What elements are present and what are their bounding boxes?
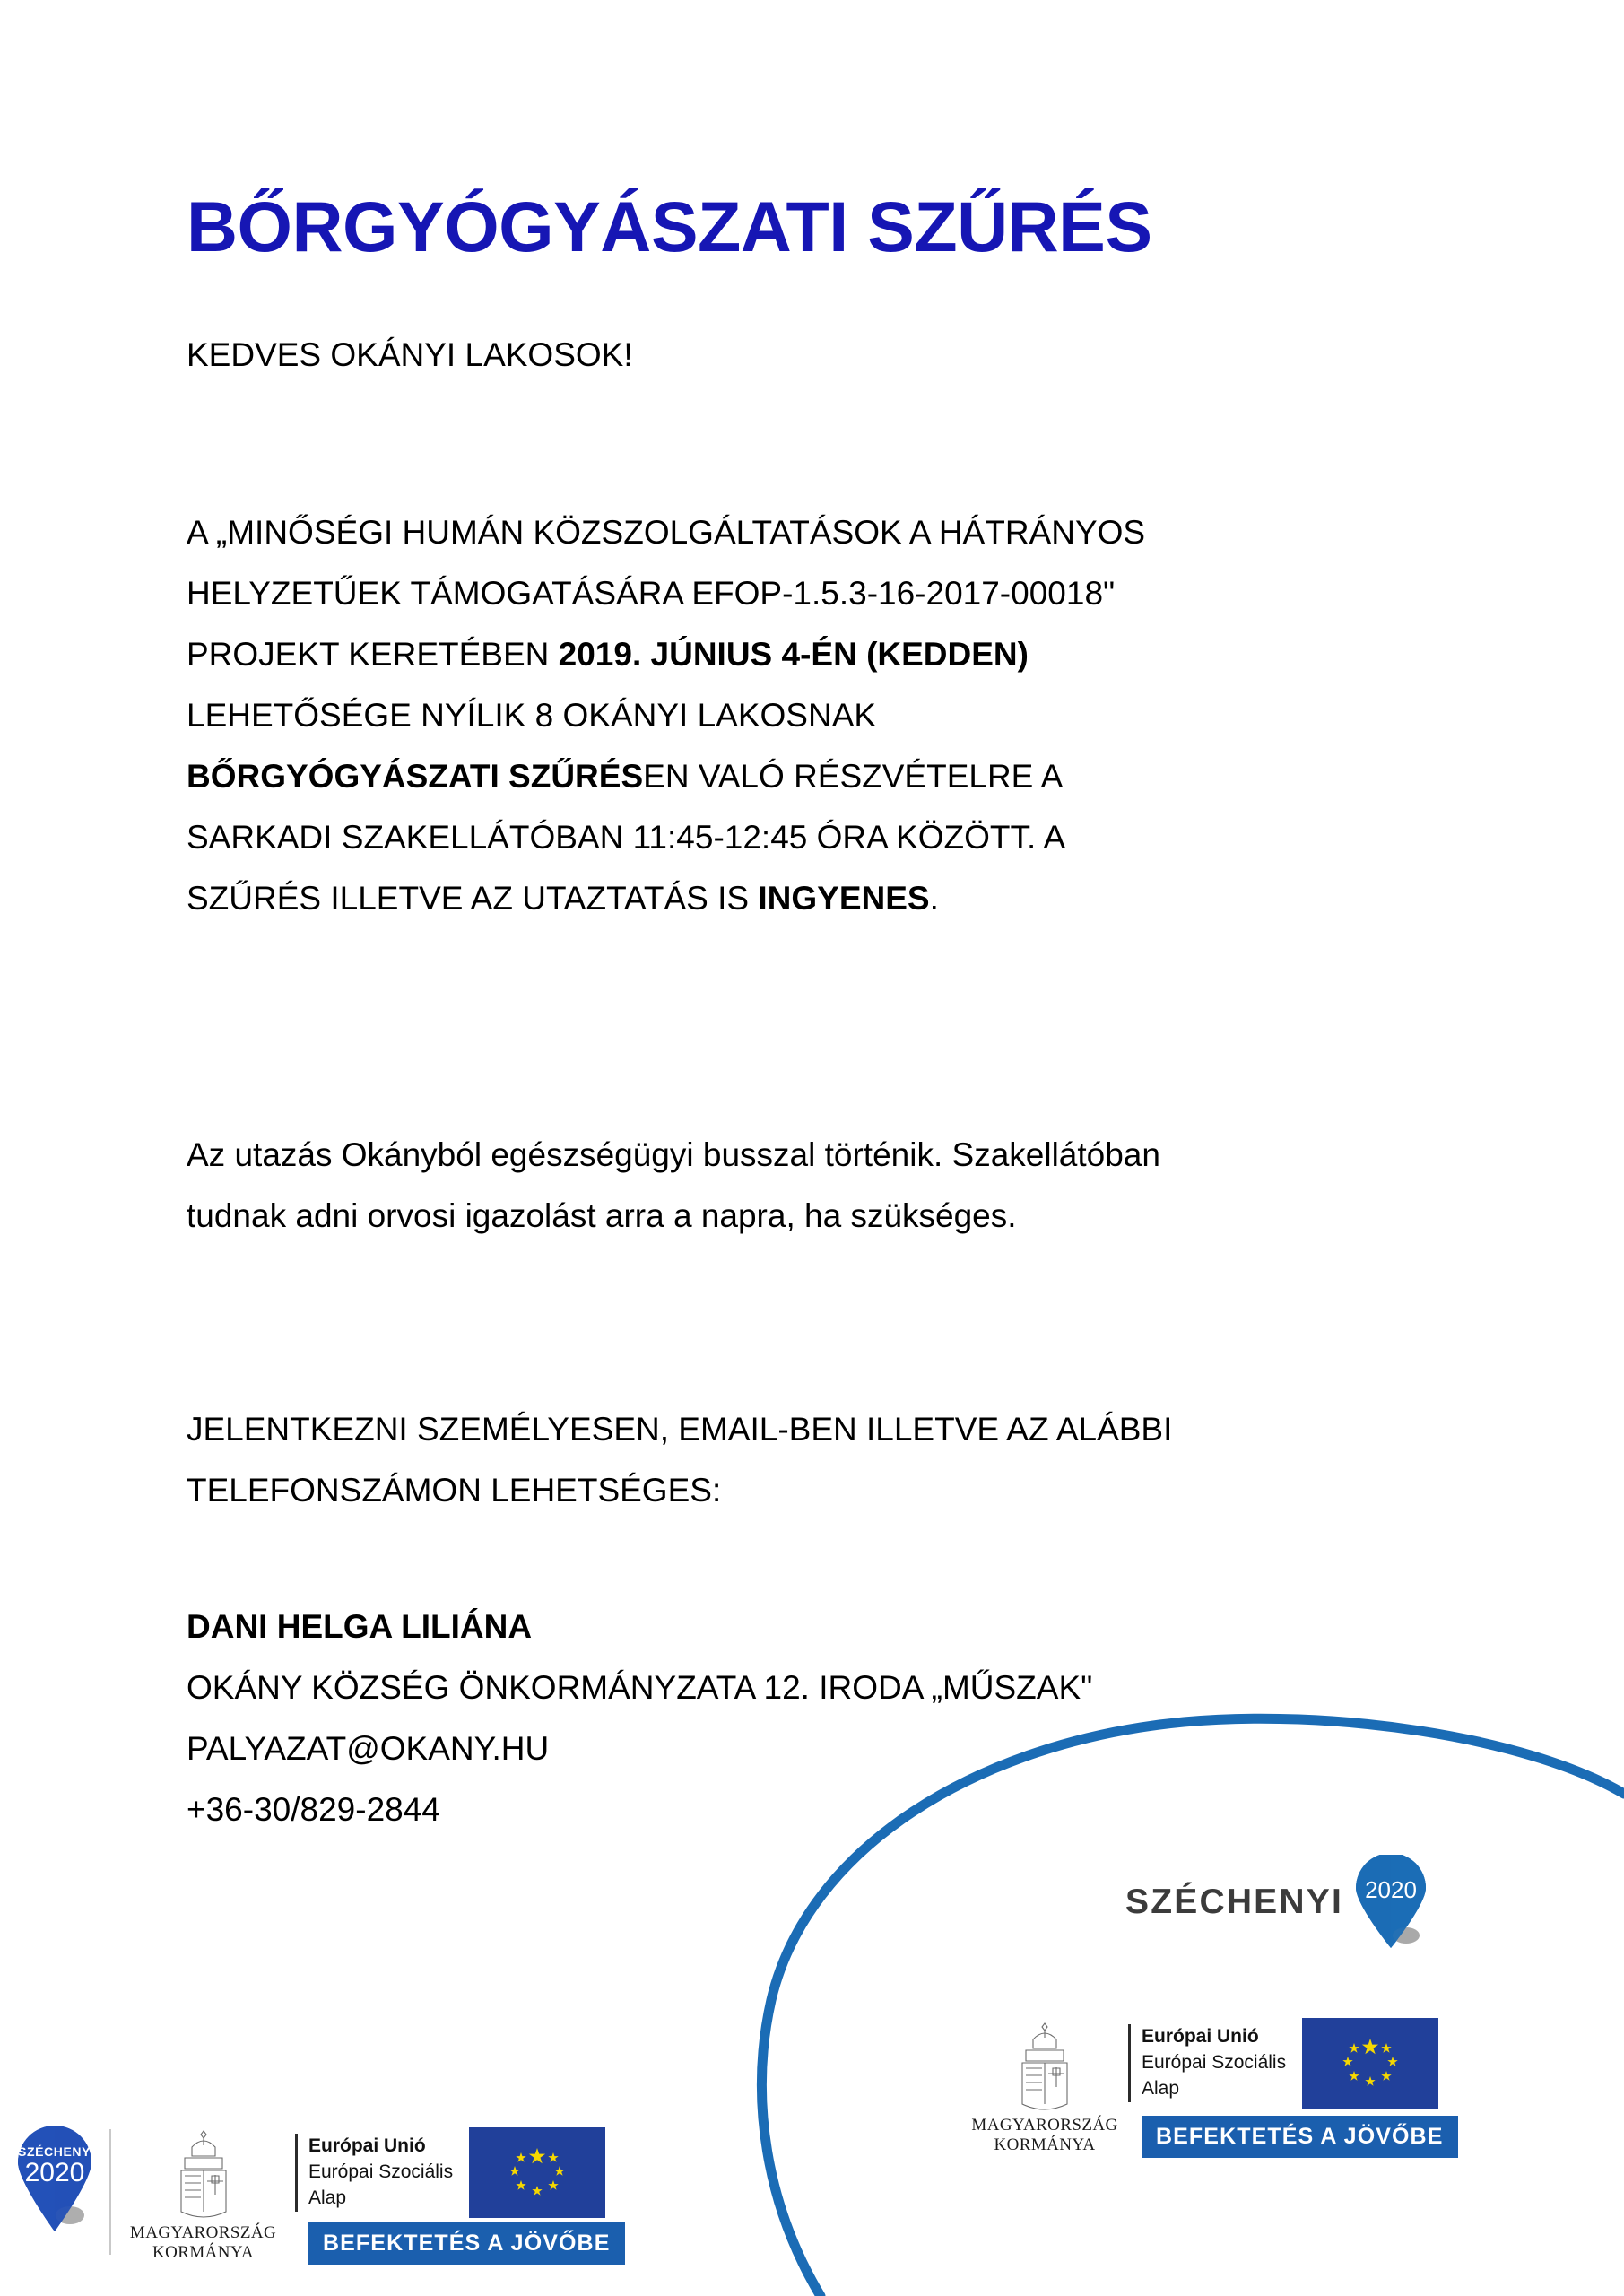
eu-line-2: Európai Szociális <box>1142 2052 1287 2074</box>
eu-divider-left <box>295 2134 298 2212</box>
eu-line-3-left: Alap <box>308 2187 347 2208</box>
contact-block <box>187 1596 1460 1840</box>
government-caption-left <box>130 2223 276 2263</box>
gov-line-1-left: MAGYARORSZÁG <box>129 2223 277 2242</box>
main-line-7-text: SZŰRÉS ILLETVE AZ UTAZTATÁS IS <box>187 880 759 917</box>
main-paragraph <box>187 502 1460 929</box>
coat-of-arms-icon-left <box>165 2126 242 2221</box>
travel-line-1: Az utazás Okányból egészségügyi busszal történik. Szakellátóban <box>187 1136 1160 1173</box>
eu-line-1: Európai Unió <box>1142 2026 1259 2048</box>
map-pin-icon-left <box>18 2126 95 2231</box>
eu-divider <box>1128 2024 1131 2102</box>
slogan-badge-left: BEFEKTETÉS A JÖVŐBE <box>308 2222 625 2265</box>
main-line-1: A „MINŐSÉGI HUMÁN KÖZSZOLGÁLTATÁSOK A HÁTRÁNYOS <box>187 514 1146 551</box>
gov-line-2-left: KORMÁNYA <box>152 2242 254 2262</box>
pin-brand-label: SZÉCHENYI <box>18 2144 95 2159</box>
contact-phone[interactable]: +36-30/829-2844 <box>187 1791 440 1828</box>
main-line-7-period: . <box>929 880 939 917</box>
eu-funding-block-left <box>18 2126 625 2265</box>
apply-paragraph <box>187 1399 1460 1521</box>
eu-line-1-left: Európai Unió <box>308 2135 426 2157</box>
contact-office: OKÁNY KÖZSÉG ÖNKORMÁNYZATA 12. IRODA „MŰSZAK" <box>187 1669 1093 1706</box>
gov-line-1: MAGYARORSZÁG <box>971 2116 1118 2135</box>
salutation: KEDVES OKÁNYI LAKOSOK! <box>187 336 633 373</box>
contact-name <box>187 1596 1460 1657</box>
eu-flag-icon <box>1302 2018 1438 2109</box>
government-caption <box>971 2116 1117 2155</box>
apply-line-1: JELENTKEZNI SZEMÉLYESEN, EMAIL-BEN ILLETVE AZ ALÁBBI <box>187 1411 1173 1448</box>
main-line-3-text: PROJEKT KERETÉBEN <box>187 636 559 673</box>
eu-line-3: Alap <box>1142 2077 1180 2099</box>
eu-flag-icon-left <box>469 2127 605 2218</box>
eu-line-2-left: Európai Szociális <box>308 2161 454 2183</box>
pin-year-label: 2020 <box>1365 1876 1417 1903</box>
contact-email[interactable]: PALYAZAT@OKANY.HU <box>187 1730 550 1767</box>
eu-fund-caption-left <box>308 2134 453 2212</box>
main-line-5-text: EN VALÓ RÉSZVÉTELRE A <box>643 758 1064 795</box>
free-label: INGYENES <box>758 880 930 917</box>
travel-paragraph <box>187 1125 1460 1247</box>
main-line-5 <box>187 746 1460 807</box>
coat-of-arms-icon <box>1006 2018 1083 2113</box>
eu-funding-block-right <box>971 2018 1458 2158</box>
page-title: BŐRGYÓGYÁSZATI SZŰRÉS <box>187 187 1152 266</box>
apply-line-2: TELEFONSZÁMON LEHETSÉGES: <box>187 1472 722 1509</box>
main-line-7 <box>187 868 1460 929</box>
gov-line-2: KORMÁNYA <box>994 2135 1096 2154</box>
contact-name-text: DANI HELGA LILIÁNA <box>187 1608 533 1645</box>
main-line-6: SARKADI SZAKELLÁTÓBAN 11:45-12:45 ÓRA KÖZÖTT. A <box>187 819 1066 856</box>
hungary-coat-of-arms-group-left <box>129 2126 277 2263</box>
main-line-4: LEHETŐSÉGE NYÍLIK 8 OKÁNYI LAKOSNAK <box>187 697 877 734</box>
travel-line-2: tudnak adni orvosi igazolást arra a napra, ha szükséges. <box>187 1197 1017 1234</box>
slogan-badge: BEFEKTETÉS A JÖVŐBE <box>1142 2116 1458 2158</box>
main-line-2: HELYZETŰEK TÁMOGATÁSÁRA EFOP-1.5.3-16-2017-00018" <box>187 575 1116 612</box>
screening-name: BŐRGYÓGYÁSZATI SZŰRÉS <box>187 758 644 795</box>
event-date: 2019. JÚNIUS 4-ÉN (KEDDEN) <box>558 636 1029 673</box>
pin-year-label-left: 2020 <box>24 2158 85 2187</box>
szechenyi-2020-logo <box>1125 1855 1426 1948</box>
main-line-3 <box>187 624 1460 685</box>
eu-fund-caption <box>1142 2024 1286 2102</box>
hungary-coat-of-arms-group <box>971 2018 1118 2155</box>
map-pin-icon <box>1356 1855 1426 1948</box>
szechenyi-wordmark: SZÉCHENYI <box>1125 1882 1344 1921</box>
logo-separator <box>109 2129 111 2255</box>
